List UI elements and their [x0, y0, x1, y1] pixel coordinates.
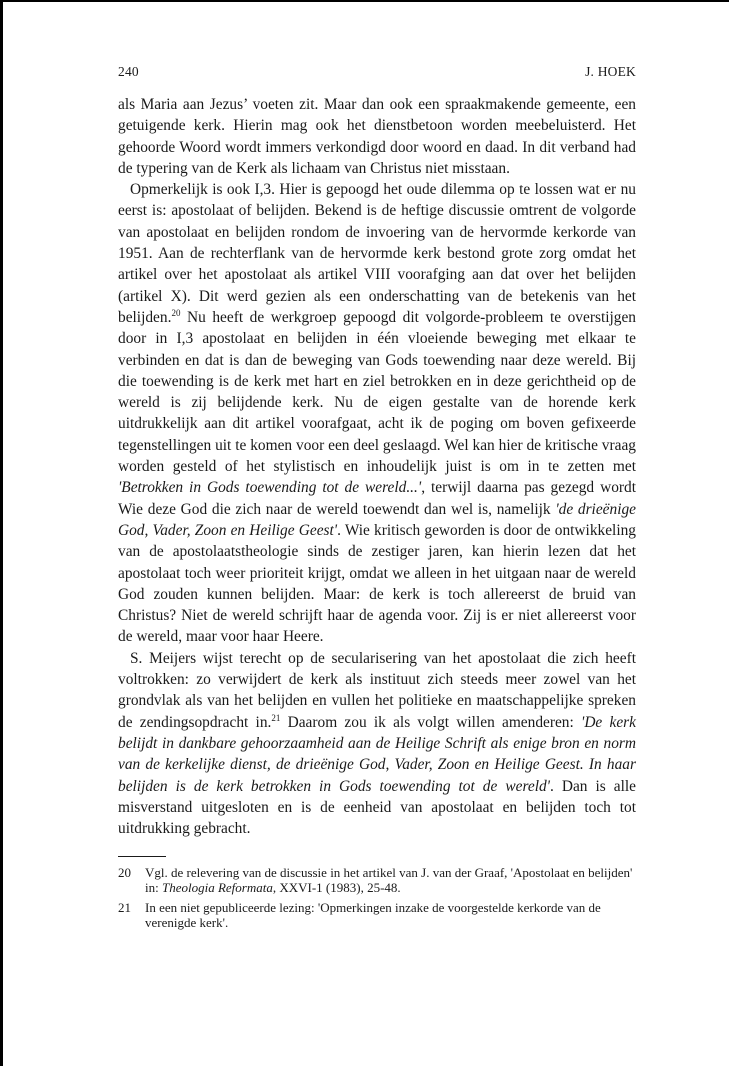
quote-betrokken: 'Betrokken in Gods toewending tot de wereld...' — [118, 479, 422, 497]
running-title: J. HOEK — [585, 64, 636, 79]
journal-title: Theologia Reformata — [161, 880, 273, 896]
paragraph-2-part-a: Opmerkelijk is ook I,3. Hier is gepoogd het oude dilemma op te lossen wat er nu eerst is: apostolaat of belijden. Bekend is de heftige discussie omtrent de volgorde van apostolaat en belijden rondom de invoering van de hervormde kerkorde van 1951. Aan de rechterflank van de hervormde kerk bestond grote zorg omdat het artikel over het apostolaat als artikel VIII voorafging aan dat over het belijden (artikel X). Dit werd gezien als een onderschatting van de betekenis van het belijden. — [118, 181, 636, 326]
paragraph-3 — [118, 648, 636, 840]
paragraph-2-part-c: , terwijl daarna pas gezegd wordt Wie deze God die zich naar de wereld toewendt dan wel is, namelijk — [118, 479, 636, 518]
paragraph-3-part-a: S. Meijers wijst terecht op de secularisering van het apostolaat die zich heeft voltrokken: zo verwijdert de kerk als instituut zich steeds meer zowel van het grondvlak als van het belijden en vullen het politieke en maatschappelijke spreken de zendingsopdracht in. — [118, 649, 636, 731]
paragraph-2-part-d: . Wie kritisch geworden is door de ontwikkeling van de apostolaatstheologie sinds de zestiger jaren, kan hierin lezen dat het apostolaat toch weer prioriteit krijgt, omdat we alleen in het uitgaan naar de wereld God zouden kunnen belijden. Maar: de kerk is toch allereerst de bruid van Christus? Niet de wereld schrijft haar de agenda voor. Zij is er niet allereerst voor de wereld, maar voor haar Heere. — [118, 521, 636, 646]
footnote-ref-20: 20 — [171, 307, 181, 318]
footnote-number: 21 — [118, 900, 131, 916]
footnote-20 — [118, 865, 636, 895]
footnote-text-before: Vgl. de relevering van de discussie in het artikel van J. van der Graaf, 'Apostolaat en belijden' in: — [145, 865, 633, 896]
paragraph-3-part-c: . Dan is alle misverstand uitgesloten en is de eenheid van apostolaat en belijden toch tot uitdrukking gebracht. — [118, 777, 636, 838]
footnote-21 — [118, 900, 636, 930]
paragraph-2 — [118, 179, 636, 648]
footnote-text — [145, 865, 636, 895]
footnote-text-after: , XXVI-1 (1983), 25-48. — [272, 880, 401, 896]
running-header — [118, 64, 636, 80]
paragraph-1: als Maria aan Jezus’ voeten zit. Maar dan ook een spraakmakende gemeente, een getuigende kerk. Hierin mag ook het dienstbetoon worden meebeluisterd. Het gehoorde Woord wordt immers verkondigd door woord en daad. In dit verband had de typering van de Kerk als lichaam van Christus niet misstaan. — [118, 96, 636, 177]
quote-amendment: 'De kerk belijdt in dankbare gehoorzaamheid aan de Heilige Schrift als enige bron en norm van de kerkelijke dienst, de drieënige God, Vader, Zoon en Heilige Geest. In haar belijden is de kerk betrokken in Gods toewending tot de wereld' — [118, 713, 636, 795]
footnote-number: 20 — [118, 865, 131, 881]
document-page — [118, 64, 636, 935]
paragraph-3-part-b: Daarom zou ik als volgt willen amenderen: — [280, 713, 582, 731]
footnote-text: In een niet gepubliceerde lezing: 'Opmerkingen inzake de voorgestelde kerkorde van de verenigde kerk'. — [145, 900, 601, 931]
body-text — [118, 94, 636, 839]
footnote-divider — [118, 856, 166, 857]
paragraph-2-part-b: Nu heeft de werkgroep gepoogd dit volgorde-probleem te overstijgen door in I,3 apostolaat en belijden in één vloeiende beweging met elkaar te verbinden en dat is dan de beweging van Gods toewending naar deze wereld. Bij die toewending is de kerk met hart en ziel betrokken en in deze gerichtheid op de wereld is zij belijdende kerk. Nu de eigen gestalte van de horende kerk uitdrukkelijk aan dit artikel voorafgaat, acht ik de poging om boven gefixeerde tegenstellingen uit te komen voor een deel geslaagd. Wel kan hier de kritische vraag worden gesteld of het stylistisch en inhoudelijk juist is om in te zetten met — [118, 308, 636, 476]
page-number: 240 — [118, 64, 139, 79]
footnote-ref-21: 21 — [271, 712, 281, 723]
quote-drieenige: 'de drieënige God, Vader, Zoon en Heilige Geest' — [118, 500, 636, 539]
